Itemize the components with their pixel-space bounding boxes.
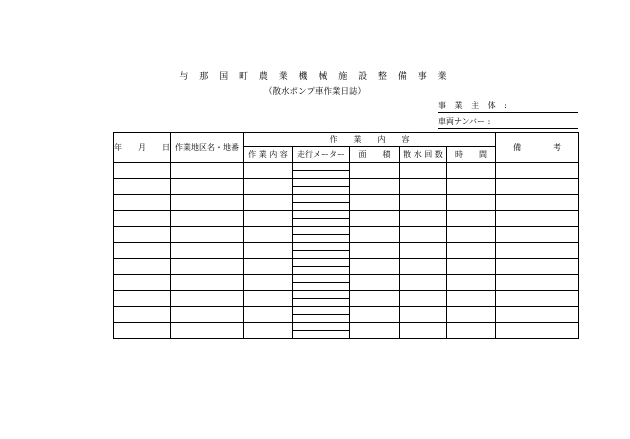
cell-work-content[interactable] — [244, 179, 293, 195]
cell-remarks[interactable] — [496, 323, 579, 339]
cell-meter[interactable] — [293, 307, 350, 323]
meter-end[interactable] — [293, 251, 349, 258]
cell-location[interactable] — [171, 227, 244, 243]
meter-start-end — [293, 195, 349, 210]
cell-location[interactable] — [171, 291, 244, 307]
header-time: 時 間 — [447, 147, 496, 163]
cell-location[interactable] — [171, 307, 244, 323]
cell-location[interactable] — [171, 259, 244, 275]
table-row — [114, 291, 579, 307]
meter-start[interactable] — [293, 275, 349, 283]
form-subtitle: （散水ポンプ車作業日誌） — [263, 87, 366, 97]
meter-start[interactable] — [293, 179, 349, 187]
meter-start[interactable] — [293, 307, 349, 315]
header-work-content: 作 業 内 容 — [244, 147, 293, 163]
cell-sprays[interactable] — [400, 211, 447, 227]
meter-start[interactable] — [293, 323, 349, 331]
cell-time[interactable] — [447, 291, 496, 307]
meter-start[interactable] — [293, 163, 349, 171]
header-date: 年 月 日 — [114, 133, 171, 163]
cell-location[interactable] — [171, 179, 244, 195]
meter-start[interactable] — [293, 211, 349, 219]
table-row — [114, 323, 579, 339]
cell-meter[interactable] — [293, 259, 350, 275]
plate-number-field: 車両ナンバー : — [438, 116, 578, 129]
meter-end[interactable] — [293, 187, 349, 194]
meter-end[interactable] — [293, 315, 349, 322]
cell-remarks[interactable] — [496, 211, 579, 227]
cell-meter[interactable] — [293, 323, 350, 339]
table-row — [114, 211, 579, 227]
cell-area[interactable] — [350, 323, 400, 339]
cell-date[interactable] — [114, 307, 171, 323]
cell-remarks[interactable] — [496, 275, 579, 291]
cell-work-content[interactable] — [244, 163, 293, 179]
cell-area[interactable] — [350, 195, 400, 211]
cell-remarks[interactable] — [496, 227, 579, 243]
cell-work-content[interactable] — [244, 291, 293, 307]
cell-meter[interactable] — [293, 291, 350, 307]
meter-start-end — [293, 243, 349, 258]
cell-area[interactable] — [350, 211, 400, 227]
meter-end[interactable] — [293, 283, 349, 290]
cell-time[interactable] — [447, 179, 496, 195]
cell-date[interactable] — [114, 227, 171, 243]
meter-start-end — [293, 179, 349, 194]
cell-work-content[interactable] — [244, 211, 293, 227]
cell-sprays[interactable] — [400, 275, 447, 291]
cell-work-content[interactable] — [244, 195, 293, 211]
meter-start-end — [293, 291, 349, 306]
cell-location[interactable] — [171, 275, 244, 291]
meter-end[interactable] — [293, 235, 349, 242]
meter-end[interactable] — [293, 331, 349, 338]
header-work-content-group: 作 業 内 容 — [244, 133, 496, 147]
table-row — [114, 179, 579, 195]
cell-time[interactable] — [447, 227, 496, 243]
cell-date[interactable] — [114, 323, 171, 339]
cell-date[interactable] — [114, 179, 171, 195]
table-row — [114, 243, 579, 259]
form-title: 与 那 国 町 農 業 機 械 施 設 整 備 事 業 — [179, 72, 451, 82]
meter-start[interactable] — [293, 227, 349, 235]
work-log-table — [113, 132, 579, 339]
cell-date[interactable] — [114, 243, 171, 259]
cell-work-content[interactable] — [244, 323, 293, 339]
table-row — [114, 307, 579, 323]
cell-location[interactable] — [171, 211, 244, 227]
cell-remarks[interactable] — [496, 259, 579, 275]
cell-remarks[interactable] — [496, 291, 579, 307]
meter-start[interactable] — [293, 243, 349, 251]
header-location: 作業地区名・地番 — [171, 133, 244, 163]
cell-sprays[interactable] — [400, 323, 447, 339]
cell-meter[interactable] — [293, 195, 350, 211]
cell-sprays[interactable] — [400, 243, 447, 259]
meter-end[interactable] — [293, 219, 349, 226]
meter-start-end — [293, 323, 349, 338]
meter-start-end — [293, 275, 349, 290]
cell-sprays[interactable] — [400, 291, 447, 307]
cell-work-content[interactable] — [244, 243, 293, 259]
header-meter: 走行メーター — [293, 147, 350, 163]
cell-time[interactable] — [447, 307, 496, 323]
cell-time[interactable] — [447, 163, 496, 179]
cell-work-content[interactable] — [244, 259, 293, 275]
cell-location[interactable] — [171, 323, 244, 339]
meter-start-end — [293, 163, 349, 178]
header-sprays: 散 水 回 数 — [400, 147, 447, 163]
cell-work-content[interactable] — [244, 307, 293, 323]
cell-area[interactable] — [350, 307, 400, 323]
cell-area[interactable] — [350, 227, 400, 243]
meter-start-end — [293, 211, 349, 226]
cell-remarks[interactable] — [496, 243, 579, 259]
cell-time[interactable] — [447, 275, 496, 291]
meter-end[interactable] — [293, 299, 349, 306]
cell-area[interactable] — [350, 179, 400, 195]
meter-start-end — [293, 307, 349, 322]
cell-date[interactable] — [114, 163, 171, 179]
header-area: 面 積 — [350, 147, 400, 163]
cell-time[interactable] — [447, 259, 496, 275]
cell-sprays[interactable] — [400, 195, 447, 211]
meter-start-end — [293, 259, 349, 274]
cell-meter[interactable] — [293, 227, 350, 243]
cell-area[interactable] — [350, 163, 400, 179]
cell-remarks[interactable] — [496, 163, 579, 179]
table-row — [114, 259, 579, 275]
meter-start-end — [293, 227, 349, 242]
meter-start[interactable] — [293, 195, 349, 203]
cell-time[interactable] — [447, 323, 496, 339]
cell-location[interactable] — [171, 243, 244, 259]
cell-date[interactable] — [114, 259, 171, 275]
cell-area[interactable] — [350, 291, 400, 307]
cell-location[interactable] — [171, 195, 244, 211]
cell-work-content[interactable] — [244, 227, 293, 243]
meter-end[interactable] — [293, 203, 349, 210]
cell-area[interactable] — [350, 243, 400, 259]
cell-meter[interactable] — [293, 211, 350, 227]
cell-meter[interactable] — [293, 275, 350, 291]
cell-area[interactable] — [350, 275, 400, 291]
cell-location[interactable] — [171, 163, 244, 179]
cell-time[interactable] — [447, 195, 496, 211]
cell-time[interactable] — [447, 211, 496, 227]
cell-work-content[interactable] — [244, 275, 293, 291]
cell-sprays[interactable] — [400, 227, 447, 243]
header-remarks: 備 考 — [496, 133, 579, 163]
cell-date[interactable] — [114, 195, 171, 211]
owner-field: 事 業 主 体 : — [438, 100, 578, 113]
cell-time[interactable] — [447, 243, 496, 259]
cell-remarks[interactable] — [496, 179, 579, 195]
meter-start[interactable] — [293, 291, 349, 299]
table-row — [114, 163, 579, 179]
cell-date[interactable] — [114, 275, 171, 291]
cell-sprays[interactable] — [400, 179, 447, 195]
table-row — [114, 275, 579, 291]
cell-remarks[interactable] — [496, 195, 579, 211]
cell-date[interactable] — [114, 291, 171, 307]
cell-area[interactable] — [350, 259, 400, 275]
cell-date[interactable] — [114, 211, 171, 227]
cell-meter[interactable] — [293, 243, 350, 259]
meter-end[interactable] — [293, 171, 349, 178]
table-row — [114, 227, 579, 243]
cell-sprays[interactable] — [400, 163, 447, 179]
cell-meter[interactable] — [293, 163, 350, 179]
table-row — [114, 195, 579, 211]
cell-remarks[interactable] — [496, 307, 579, 323]
cell-sprays[interactable] — [400, 307, 447, 323]
cell-meter[interactable] — [293, 179, 350, 195]
meter-start[interactable] — [293, 259, 349, 267]
meter-end[interactable] — [293, 267, 349, 274]
cell-sprays[interactable] — [400, 259, 447, 275]
